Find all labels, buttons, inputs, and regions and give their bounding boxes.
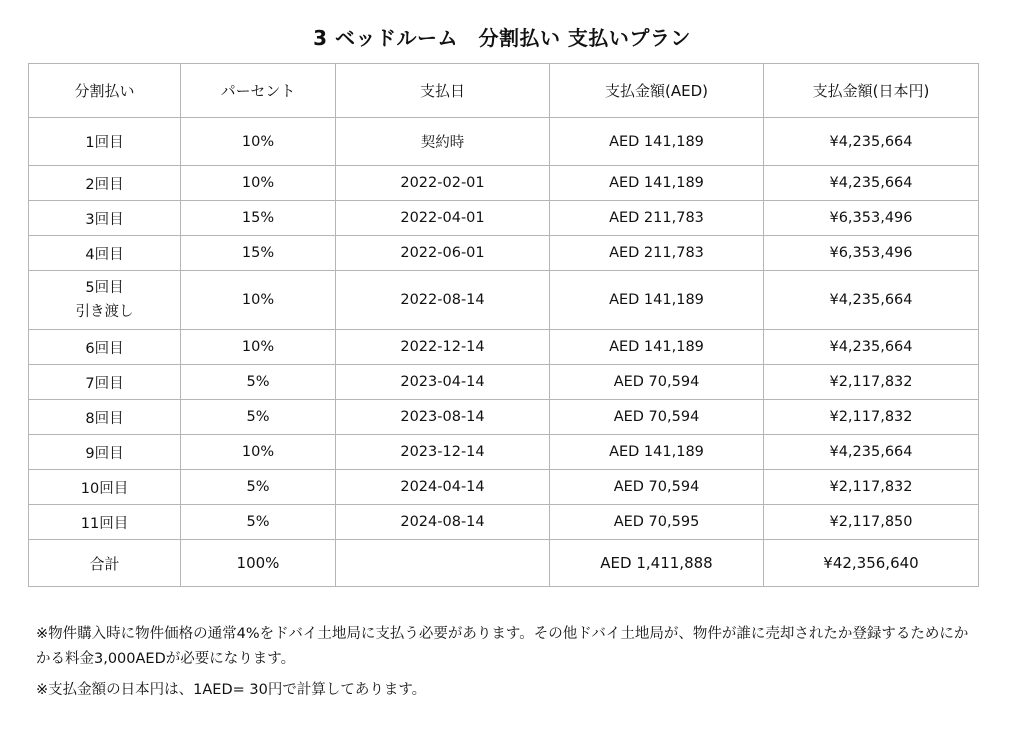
page-title: 3 ベッドルーム 分割払い 支払いプラン [313, 26, 691, 50]
installment-cell: 10回目 [29, 470, 181, 505]
aed-amount-cell: AED 141,189 [550, 435, 764, 470]
table-row [29, 400, 979, 435]
jpy-amount-cell: ¥4,235,664 [764, 435, 979, 470]
jpy-amount-cell: ¥6,353,496 [764, 201, 979, 236]
installment-cell: 4回目 [29, 236, 181, 271]
percent-cell: 5% [181, 470, 336, 505]
date-cell: 2023-08-14 [336, 400, 550, 435]
header-installment: 分割払い [29, 64, 181, 118]
percent-cell: 5% [181, 365, 336, 400]
date-cell: 2023-12-14 [336, 435, 550, 470]
header-amount-jpy: 支払金額(日本円) [764, 64, 979, 118]
installment-cell: 6回目 [29, 330, 181, 365]
aed-amount-cell: AED 70,594 [550, 400, 764, 435]
table-row [29, 201, 979, 236]
installment-label: 5回目 [85, 280, 124, 296]
total-aed-cell: AED 1,411,888 [550, 540, 764, 587]
aed-amount-cell: AED 141,189 [550, 271, 764, 330]
table-row [29, 166, 979, 201]
aed-amount-cell: AED 141,189 [550, 118, 764, 166]
note-land-department-fee: ※物件購入時に物件価格の通常4%をドバイ土地局に支払う必要があります。その他ドバイ土地局が、物件が誰に売却されたか登録するためにかかる料金3,000AEDが必要になります。 [36, 626, 969, 667]
aed-amount-cell: AED 211,783 [550, 236, 764, 271]
installment-cell: 8回目 [29, 400, 181, 435]
installment-cell: 1回目 [29, 118, 181, 166]
jpy-amount-cell: ¥4,235,664 [764, 166, 979, 201]
table-row [29, 330, 979, 365]
percent-cell: 10% [181, 435, 336, 470]
aed-amount-cell: AED 211,783 [550, 201, 764, 236]
total-label-cell: 合計 [29, 540, 181, 587]
total-row [29, 540, 979, 587]
table-row [29, 271, 979, 330]
table-header-row [29, 64, 979, 118]
percent-cell: 10% [181, 330, 336, 365]
table-row [29, 365, 979, 400]
jpy-amount-cell: ¥2,117,832 [764, 400, 979, 435]
jpy-amount-cell: ¥4,235,664 [764, 330, 979, 365]
installment-cell: 3回目 [29, 201, 181, 236]
table-row [29, 505, 979, 540]
payment-plan-table [28, 63, 979, 587]
header-amount-aed: 支払金額(AED) [550, 64, 764, 118]
installment-cell [29, 271, 181, 330]
header-payment-date: 支払日 [336, 64, 550, 118]
date-cell: 2022-06-01 [336, 236, 550, 271]
table-row [29, 435, 979, 470]
installment-cell: 9回目 [29, 435, 181, 470]
table-row [29, 470, 979, 505]
aed-amount-cell: AED 70,594 [550, 365, 764, 400]
percent-cell: 15% [181, 201, 336, 236]
date-cell: 2024-04-14 [336, 470, 550, 505]
jpy-amount-cell: ¥6,353,496 [764, 236, 979, 271]
header-percent: パーセント [181, 64, 336, 118]
jpy-amount-cell: ¥4,235,664 [764, 118, 979, 166]
footnotes [36, 622, 976, 709]
percent-cell: 5% [181, 505, 336, 540]
jpy-amount-cell: ¥4,235,664 [764, 271, 979, 330]
date-cell: 2022-12-14 [336, 330, 550, 365]
installment-cell: 7回目 [29, 365, 181, 400]
date-cell: 2022-08-14 [336, 271, 550, 330]
date-cell: 2022-02-01 [336, 166, 550, 201]
table-row [29, 236, 979, 271]
percent-cell: 15% [181, 236, 336, 271]
total-date-cell [336, 540, 550, 587]
aed-amount-cell: AED 141,189 [550, 330, 764, 365]
installment-cell: 11回目 [29, 505, 181, 540]
date-cell: 2022-04-01 [336, 201, 550, 236]
date-cell: 2023-04-14 [336, 365, 550, 400]
table-row [29, 118, 979, 166]
percent-cell: 10% [181, 271, 336, 330]
handover-label: 引き渡し [75, 304, 134, 320]
aed-amount-cell: AED 70,595 [550, 505, 764, 540]
aed-amount-cell: AED 141,189 [550, 166, 764, 201]
percent-cell: 5% [181, 400, 336, 435]
total-percent-cell: 100% [181, 540, 336, 587]
date-cell: 契約時 [336, 118, 550, 166]
percent-cell: 10% [181, 166, 336, 201]
note-exchange-rate: ※支払金額の日本円は、1AED= 30円で計算してあります。 [36, 682, 427, 698]
date-cell: 2024-08-14 [336, 505, 550, 540]
percent-cell: 10% [181, 118, 336, 166]
aed-amount-cell: AED 70,594 [550, 470, 764, 505]
installment-cell: 2回目 [29, 166, 181, 201]
jpy-amount-cell: ¥2,117,832 [764, 470, 979, 505]
total-jpy-cell: ¥42,356,640 [764, 540, 979, 587]
jpy-amount-cell: ¥2,117,832 [764, 365, 979, 400]
jpy-amount-cell: ¥2,117,850 [764, 505, 979, 540]
